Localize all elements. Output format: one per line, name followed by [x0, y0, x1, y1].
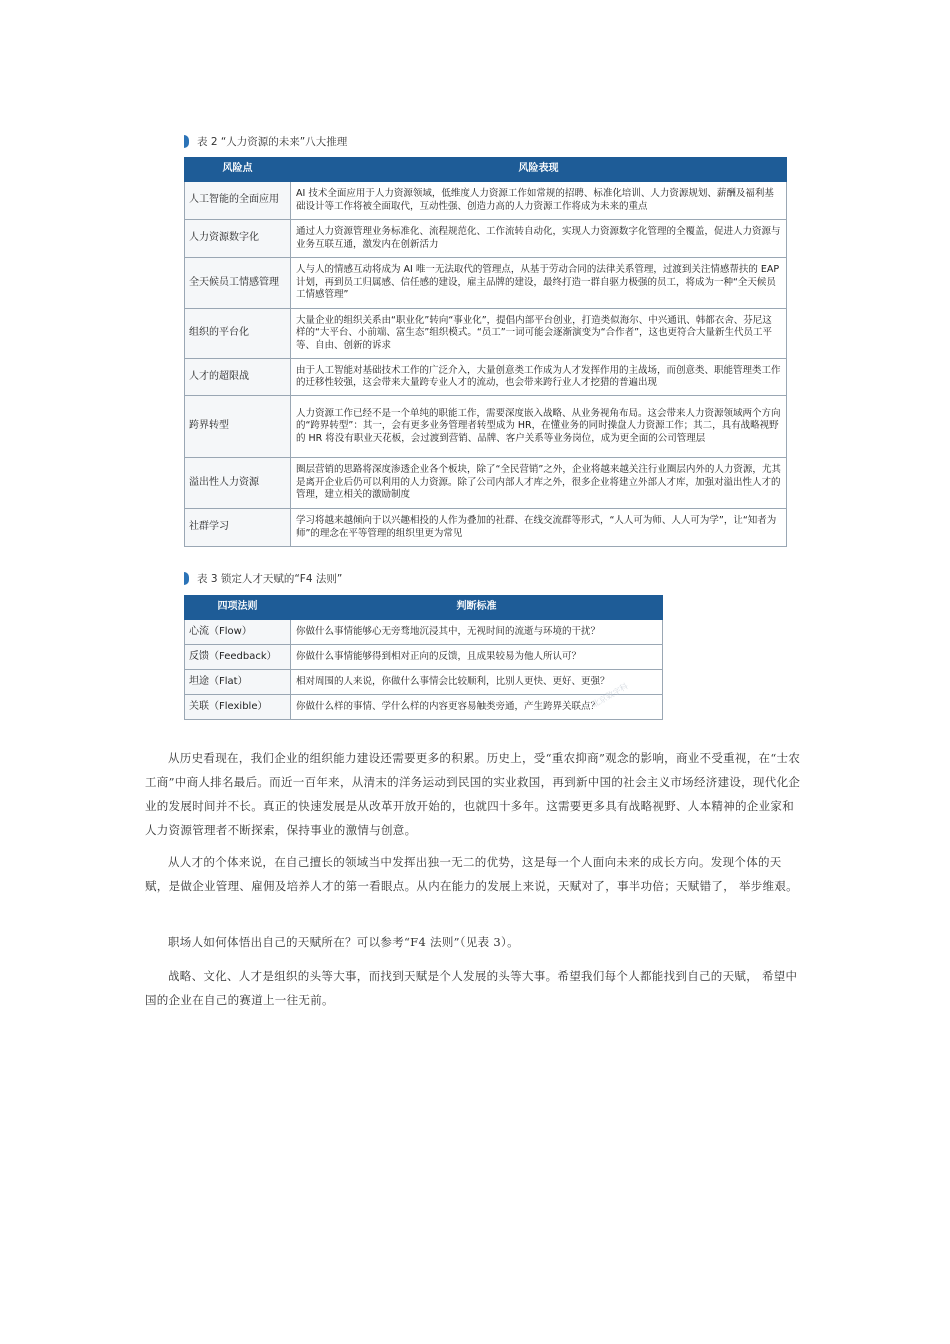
risk-point: 人力资源数字化	[185, 220, 291, 258]
risk-point: 溢出性人力资源	[185, 458, 291, 509]
rule-name: 心流（Flow）	[185, 620, 291, 645]
table2-header-manifestation: 风险表现	[291, 158, 787, 182]
table2-header-risk: 风险点	[185, 158, 291, 182]
risk-point: 全天候员工情感管理	[185, 258, 291, 309]
table-row	[185, 458, 787, 509]
rule-criterion: 你做什么样的事情、学什么样的内容更容易触类旁通，产生跨界关联点？	[291, 695, 663, 720]
table-row	[185, 220, 787, 258]
table-row	[185, 258, 787, 309]
table2-caption	[184, 133, 347, 149]
table-row	[185, 309, 787, 359]
rule-name: 坦途（Flat）	[185, 670, 291, 695]
risk-description: 通过人力资源管理业务标准化、流程规范化、工作流转自动化，实现人力资源数字化管理的全覆盖，促进人力资源与业务互联互通，激发内在创新活力	[291, 220, 787, 258]
watermark: 北京数字科	[590, 681, 630, 710]
table-row	[185, 670, 663, 695]
table3-header-criterion: 判断标准	[291, 596, 663, 620]
table-row	[185, 645, 663, 670]
rule-name: 反馈（Feedback）	[185, 645, 291, 670]
risk-description: AI 技术全面应用于人力资源领域，低维度人力资源工作如常规的招聘、标准化培训、人力资源规划、薪酬及福利基础设计等工作将被全面取代，互动性强、创造力高的人力资源工作将成为未来的重点	[291, 182, 787, 220]
paragraph-history: 从历史看现在，我们企业的组织能力建设还需要更多的积累。历史上，受“重农抑商”观念的影响，商业不受重视，在“士农工商”中商人排名最后。而近一百年来，从清末的洋务运动到民国的实业救国，再到新中国的社会主义市场经济建设，现代化企业的发展时间并不长。真正的快速发展是从改革开放开始的，也就四十多年。这需要更多具有战略视野、人本精神的企业家和人力资源管理者不断探索，保持事业的激情与创意。	[145, 751, 801, 837]
risk-description: 人力资源工作已经不是一个单纯的职能工作，需要深度嵌入战略、从业务视角布局。这会带来人力资源领域两个方向的“跨界转型”：其一，会有更多业务管理者转型成为 HR，在懂业务的同时操盘人力资源工作；其二，具有战略视野的 HR 将没有职业天花板，会过渡到营销、品牌、客户关系等业务岗位，成为更全面的公司管理层	[291, 396, 787, 458]
risk-point: 人工智能的全面应用	[185, 182, 291, 220]
caption-marker-icon	[184, 135, 189, 148]
table-row	[185, 620, 663, 645]
risk-description: 人与人的情感互动将成为 AI 唯一无法取代的管理点，从基于劳动合同的法律关系管理，过渡到关注情感帮扶的 EAP 计划，再到员工归属感、信任感的建设，雇主品牌的建设，最终打造一群自驱力极强的员工，将成为一种“全天候员工情感管理”	[291, 258, 787, 309]
table-row	[185, 509, 787, 547]
table3-header-row	[185, 596, 663, 620]
table-row	[185, 359, 787, 396]
risk-point: 人才的超限战	[185, 359, 291, 396]
paragraph-conclusion: 战略、文化、人才是组织的头等大事，而找到天赋是个人发展的头等大事。希望我们每个人都能找到自己的天赋， 希望中国的企业在自己的赛道上一往无前。	[145, 969, 798, 1007]
table3-caption-text: 表 3 锁定人才天赋的“F4 法则”	[197, 572, 343, 585]
rule-criterion: 你做什么事情能够得到相对正向的反馈，且成果较易为他人所认可？	[291, 645, 663, 670]
table-row	[185, 695, 663, 720]
table2-caption-text: 表 2 “人力资源的未来”八大推理	[197, 135, 348, 148]
risk-point: 社群学习	[185, 509, 291, 547]
risk-description: 圈层营销的思路将深度渗透企业各个板块，除了“全民营销”之外，企业将越来越关注行业圈层内外的人力资源，尤其是离开企业后仍可以利用的人力资源。除了公司内部人才库之外，很多企业将建立外部人才库，加强对溢出性人才的管理，建立相关的激励制度	[291, 458, 787, 509]
rule-criterion: 你做什么事情能够心无旁骛地沉浸其中，无视时间的流逝与环境的干扰？	[291, 620, 663, 645]
paragraph-question: 职场人如何体悟出自己的天赋所在？可以参考“F4 法则”（见表 3）。	[168, 935, 519, 949]
risk-point: 组织的平台化	[185, 309, 291, 359]
caption-marker-icon	[184, 572, 189, 585]
table2	[184, 157, 787, 547]
risk-description: 大量企业的组织关系由“职业化”转向“事业化”，提倡内部平台创业，打造类似海尔、中兴通讯、韩都衣舍、芬尼这样的“大平台、小前端、富生态”组织模式。“员工”一词可能会逐渐演变为“合作者”，这也更符合大量新生代员工平等、自由、创新的诉求	[291, 309, 787, 359]
rule-criterion: 相对周围的人来说，你做什么事情会比较顺利，比别人更快、更好、更强？	[291, 670, 663, 695]
risk-description: 由于人工智能对基础技术工作的广泛介入，大量创意类工作成为人才发挥作用的主战场，而创意类、职能管理类工作的迁移性较强，这会带来大量跨专业人才的流动，也会带来跨行业人才挖猎的普遍出现	[291, 359, 787, 396]
risk-point: 跨界转型	[185, 396, 291, 458]
table-row	[185, 182, 787, 220]
table3-caption	[184, 570, 342, 586]
table3-header-rule: 四项法则	[185, 596, 291, 620]
risk-description: 学习将越来越倾向于以兴趣相投的人作为叠加的社群、在线交流群等形式，“人人可为师、人人可为学”，让“知者为师”的理念在平等管理的组织里更为常见	[291, 509, 787, 547]
table2-header-row	[185, 158, 787, 182]
paragraph-talent: 从人才的个体来说，在自己擅长的领域当中发挥出独一无二的优势，这是每一个人面向未来的成长方向。发现个体的天赋，是做企业管理、雇佣及培养人才的第一看眼点。从内在能力的发展上来说，天赋对了，事半功倍；天赋错了， 举步维艰。	[145, 855, 798, 893]
table-row	[185, 396, 787, 458]
rule-name: 关联（Flexible）	[185, 695, 291, 720]
